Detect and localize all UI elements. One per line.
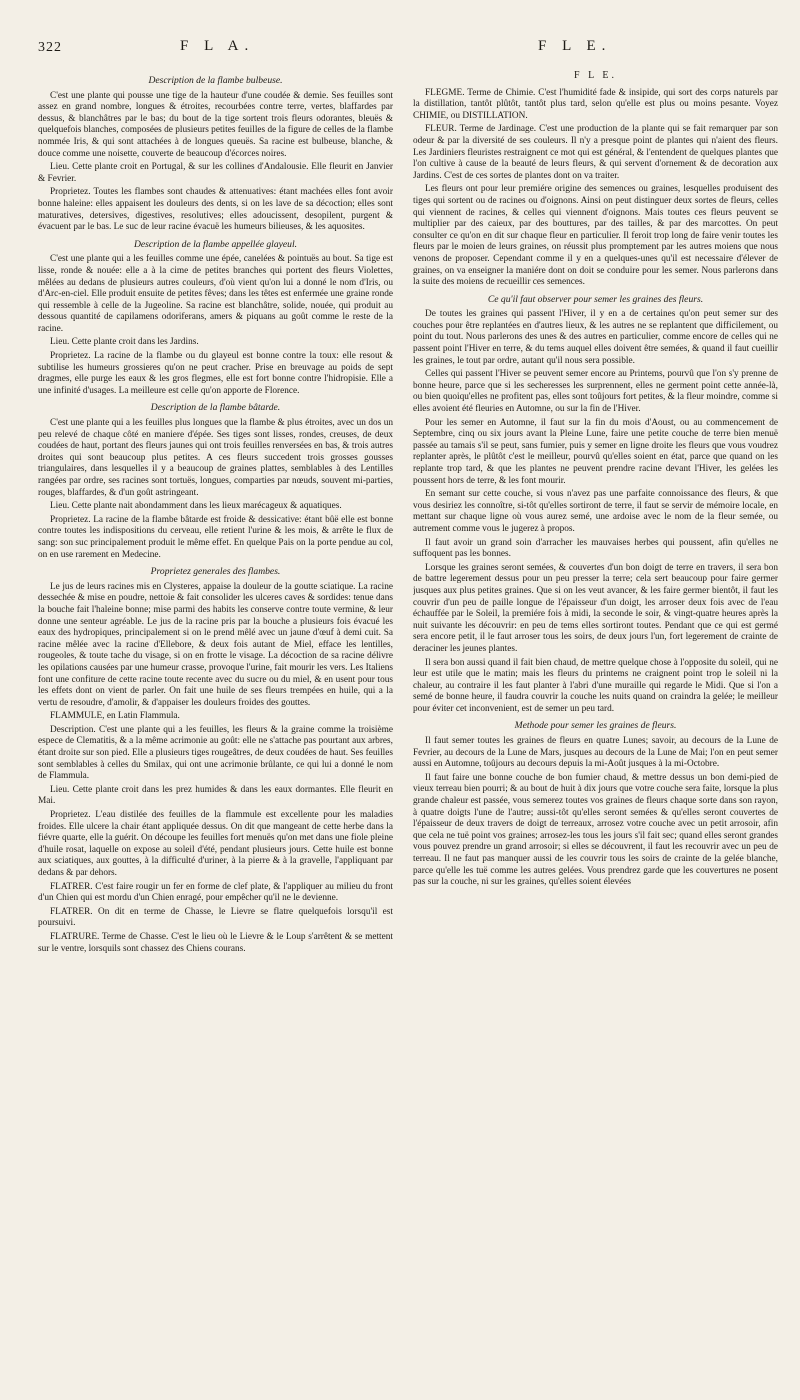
page-number: 322 — [38, 40, 62, 55]
entry: FLEGME. Terme de Chimie. C'est l'humidité fade & insipide, qui sort des corps naturels par la distillation, tantôt plûtôt, tantôt plus tard, selon qu'elle est plus ou moins pesante. Voyez CHIMIE, ou DISTILLATION. — [413, 87, 778, 121]
right-column — [413, 70, 778, 1380]
paragraph: Le jus de leurs racines mis en Clysteres, appaise la douleur de la goutte sciatique. La racine dessechée & mise en poudre, nettoie & fait consolider les ulceres caves & sordides: tenue dans la bouche fait l'haleine bonne; mise parmi des habits les conserve contre toute vermine, & leur donne une senteur agréable. Le jus de la racine pris par la bouche a plusieurs fois évacué les eaux des hydropiques, principalement si on le prend mêlé avec un jaune d'œuf à demi cuit. Sa racine mêlée avec la racine d'Ellebore, & deux fois autant de Miel, efface les lentilles, rougeoles, & toute tache du visage, si on en frotte le visage. La décoction de sa racine délivre les opilations causées par une humeur crasse, provoque l'urine, fait mourir les vers. Les Italiens font une confiture de cette racine toute recente avec du sucre ou du miel, & en usent pour tous les effets dont on vient de parler. On fait une huile de ses fleurs trempées en huile, qui a la vertu de resoudre, d'amolir, & d'appaiser les douleurs froides des gouttes. — [38, 581, 393, 708]
paragraph: C'est une plante qui a les feuilles plus longues que la flambe & plus étroites, avec un dos un peu relevé de chaque côté en maniere d'épée. Ses tiges sont lisses, rondes, creuses, de deux coudées de haut, portant des fleurs jaunes qui ont trois feuilles renversées en bas, & trois autres droites qui sont beaucoup plus petites. A ces fleurs succedent trois grosses gousses triangulaires, dans lesquelles il y a beaucoup de graines plattes, semblables à des Lentilles rangées par ordre, ses racines sont tortuës, longues, comparties par nœuds, souvent mi-parties, rouges, blaffardes, & d'un goût astringeant. — [38, 418, 393, 498]
paragraph: Lieu. Cette plante croit dans les Jardins. — [50, 337, 199, 348]
left-column — [38, 70, 393, 1385]
paragraph: Description. C'est une plante qui a les feuilles, les fleurs & la graine comme la troisième espece de Clematitis, & a la même acrimonie au goût: elle ne s'attache pas pourtant aux arbres, étant droite sur son pied. Elle a plusieurs tiges rougeâtres, de deux coudées de haut. Ses feuilles sont semblables à celles du Smilax, qui ont une acrimonie brûlante, ce qui lui a donné le nom de Flammula. — [38, 724, 393, 782]
paragraph: Celles qui passent l'Hiver se peuvent semer encore au Printems, pourvû que l'on s'y prenne de bonne heure, parce que si les secheresses les surprennent, elles ne germent point cette année-là, ou bien quoiqu'elles ne profitent pas, elles sont toûjours fort petites, & la fleur moindre, comme si elles avoient été fleuries en Automne, ou sur la fin de l'Hiver. — [413, 369, 778, 415]
section-heading: Proprietez generales des flambes. — [150, 566, 281, 578]
paragraph: Proprietez. L'eau distilée des feuilles de la flammule est excellente pour les maladies froides. Elle ulcere la chair étant appliquée dessus. On dit que mangeant de cette herbe dans la fiévre quarte, elle la guérit. On découpe les feuilles fort menuës qu'on met dans une fiole pleine d'huile rosat, laquelle on expose au soleil d'été, pendant plusieurs jours. Cette huile est bonne aux sciatiques, aux gouttes, à la difficulté d'uriner, à la pierre & à la gravelle, l'appliquant par dedans & par dehors. — [38, 810, 393, 878]
paragraph: Lieu. Cette plante croit en Portugal, & sur les collines d'Andalousie. Elle fleurit en Janvier & Fevrier. — [38, 162, 393, 184]
section-heading: Description de la flambe bâtarde. — [150, 402, 281, 414]
paragraph: Proprietez. Toutes les flambes sont chaudes & attenuatives: étant machées elles font avoir bonne haleine: elles appaisent les douleurs des dents, si on les lave de sa décoction; elles sont maturatives, detersives, digestives, resolutives; elles adoucissent, desopilent, purgent & évacuent par le bas. Le suc de leur racine évacuë les humeurs bilieuses, & les aquosites. — [38, 187, 393, 233]
paragraph: Il faut semer toutes les graines de fleurs en quatre Lunes; savoir, au decours de la Lune de Fevrier, au decours de la Lune de Mars, jusques au decours de la Lune de Mai; l'on en peut semer aussi en Automne, toûjours au decours depuis la mi-Août jusques à la mi-Octobre. — [413, 736, 778, 770]
entry: FLEUR. Terme de Jardinage. C'est une production de la plante qui se fait remarquer par son odeur & par la diversité de ses couleurs. Il n'y a presque point de plantes qui n'aient des fleurs. Les Jardiniers fleuristes restraignent ce mot qui est général, & l'entendent de quelques plantes que l'on cultive à cause de la beauté de leurs fleurs, & qui servent d'ornement & de decoration aux Jardins. C'est de ces sortes de plantes dont on va traiter. — [413, 124, 778, 181]
paragraph: Lorsque les graines seront semées, & couvertes d'un bon doigt de terre en travers, il sera bon de battre legerement dessus pour un peu presser la terre; cela sert beaucoup pour faire germer jusques aux plus petites graines. Que si on les veut avancer, & les faire germer bientôt, il faut les couvrir d'un peu de paille longue de l'épaisseur d'un doigt, les arroser deux fois avec de l'eau échauffée par le Soleil, la premiére fois à midi, la seconde le soir, & vingt-quatre heures après la nuit suivante les découvrir: en peu de tems elles sortiront toutes. Pendant que ce qui est germé sera encore petit, il le faut arroser tous les soirs, de deux jours l'un, fort legerement de crainte de deraciner les jeunes plantes. — [413, 562, 778, 654]
left-running-header: F L A. — [180, 38, 255, 54]
paragraph: Lieu. Cette plante nait abondamment dans les lieux marécageux & aquatiques. — [50, 501, 342, 512]
paragraph: De toutes les graines qui passent l'Hiver, il y en a de certaines qu'on peut semer sur des couches pour être replantées en d'autres lieux, & les autres ne se replantent que difficilement, ou point du tout. Nous parlerons des unes & des autres en particulier, comme encore de celles qui ne passent point l'Hiver en terre, & du tems auquel elles doivent être semées, & quand il faut cueillir les graines, le tout par ordre, autant qu'il nous sera possible. — [413, 309, 778, 366]
entry: FLATRURE. Terme de Chasse. C'est le lieu où le Lievre & le Loup s'arrêtent & se mettent sur le ventre, lorsquils sont chassez des Chiens courans. — [38, 931, 393, 954]
entry: FLATRER. On dit en terme de Chasse, le Lievre se flatre quelquefois lorsqu'il est poursuivi. — [38, 906, 393, 929]
paragraph: Il sera bon aussi quand il fait bien chaud, de mettre quelque chose à l'opposite du soleil, qui ne leur est utile que le matin; mais les fleurs du printems ne craignent point trop le soleil ni la chaleur, au contraire il les faut planter à l'abri d'une muraille qui regarde le Midi. Que si l'on a semé de bonne heure, il faudra couvrir la couche les nuits quand on craindra la gelée; le meilleur pour éviter cet inconvenient, est de semer un peu tard. — [413, 657, 778, 714]
paragraph: Pour les semer en Automne, il faut sur la fin du mois d'Aoust, ou au commencement de Septembre, cinq ou six jours avant la Pleine Lune, faire une petite couche de terre bien menuë passée au tamais s'il se peut, sans fumier, puis y semer en ligne droite les fleurs que vous voudrez replanter après, le plûtôt c'est le meilleur, pourvû qu'elles soient en état, parce que quand on les replante trop tard, & que les plantes ne peuvent prendre racine devant l'Hiver, les gelées les poussent hors de terre, & les font mourir. — [413, 417, 778, 486]
paragraph: En semant sur cette couche, si vous n'avez pas une parfaite connoissance des fleurs, & que vous desiriez les connoître, si-tôt qu'elles sortiront de terre, il faut se servir de mémoire locale, en mettant sur chaque ligne où vous aurez semé, une ardoise avec le nom de la fleur semée, ou autrement comme vous le jugerez à propos. — [413, 489, 778, 534]
section-heading: Description de la flambe appellée glayeul. — [133, 238, 298, 250]
entry: FLATRER. C'est faire rougir un fer en forme de clef plate, & l'appliquer au milieu du front d'un Chien qui est mordu d'un Chien enragé, pour empêcher qu'il ne le devienne. — [38, 881, 393, 904]
right-running-header: F L E. — [538, 38, 612, 54]
paragraph: Lieu. Cette plante croit dans les prez humides & dans les eaux dormantes. Elle fleurit en Mai. — [38, 784, 393, 807]
section-heading: Methode pour semer les graines de fleurs. — [514, 720, 677, 732]
column-subheading: F L E. — [574, 70, 617, 81]
paragraph: C'est une plante qui pousse une tige de la hauteur d'une coudée & demie. Ses feuilles sont assez en grand nombre, longues & étroites, recourbées contre terre, vertes, blaffardes par dessus, & blanchâtres par le bas; du bout de la tige sortent trois fleurs odorantes, bleuës & quelquefois blanches, composées de plusieurs petites feuilles de la figure de celles de la flambe nommée Iris, & qui sont attachées à de longues queuës. Sa racine est bulbeuse, blanche, & douce comme une noisette, couverte de beaucoup d'écorces noires. — [38, 90, 393, 159]
paragraph: Il faut avoir un grand soin d'arracher les mauvaises herbes qui poussent, afin qu'elles ne suffoquent pas les bonnes. — [413, 537, 778, 560]
paragraph: C'est une plante qui a les feuilles comme une épée, canelées & pointuës au bout. Sa tige est lisse, ronde & nouée: elle a à la cime de petites branches qui portent des fleurs Violettes, mêlées au dedans de plusieurs autres couleurs, d'où vient qu'on lui a donné le nom d'Iris, ou d'Arc-en-ciel. Elle produit ensuite de petites fêves; dans les têtes est enfermée une graine ronde qui ressemble à celle de la Jugeoline. Sa racine est blanchâtre, solide, nouée, qui produit au dessous quantité de capilamens odoriferans, amers & piquans au goût comme le reste de la racine. — [38, 254, 393, 334]
section-heading: Description de la flambe bulbeuse. — [148, 75, 283, 86]
paragraph: Proprietez. La racine de la flambe ou du glayeul est bonne contre la toux: elle resout & subtilise les humeurs grossieres qu'on ne peut cracher. Prise en breuvage au poids de sept dragmes, elle purge les eaux & les gros flegmes, elle est fort bonne contre l'hidropisie. Elle a une infinité d'usages. La meilleure est celle qu'on apporte de Florence. — [38, 351, 393, 396]
paragraph: Proprietez. La racine de la flambe bâtarde est froide & dessicative: étant bûë elle est bonne contre toutes les indispositions du cerveau, elle retient l'urine & les mois, & arrête le flux de sang: son suc principalement produit le même effet. En quelque Pais on la porte pendue au col, on en use rarement en Medecine. — [38, 514, 393, 560]
paragraph: Il faut faire une bonne couche de bon fumier chaud, & mettre dessus un bon demi-pied de vieux terreau bien pourri; & au bout de huit à dix jours que votre couche sera faite, lorsque la plus grande chaleur est passée, vous semerez toutes vos graines de fleurs chaque sorte dans son rayon, à quatre doigts l'une de l'autre; aussi-tôt qu'elles seront semées & qu'elles seront couvertes de l'épaisseur de deux travers de doigt de terreaux, arrosez votre couche avec un petit arrosoir, afin que cela ne tuë point vos graines; arrosez-les tous les jours s'il fait sec; quand elles seront grandes vous pouvez prendre un grand arrosoir; si elles se découvrent, il faut les recouvrir avec un peu de terreau. Il ne faut pas manquer aussi de les couvrir tous les soirs de crainte de la gelée blanche, parce qu'elle les tuë comme les autres gelées. Vous prendrez garde que les couvertures ne posent pas sur la couche, ni sur les graines, qu'elles soient élevées — [413, 772, 778, 888]
paragraph: Les fleurs ont pour leur premiére origine des semences ou graines, lesquelles produisent des tiges qui sortent ou de racines ou d'oignons. Ainsi on peut distinguer deux sortes de fleurs, celles qui viennent de racines, & celles qui viennent d'oignons. Mais toutes ces fleurs peuvent se multiplier par des caieux, par des bouttures, par des tailles, & par des marcottes. On peut consulter ce qu'on en dit sur chaque fleur en particulier. Il feroit trop long de faire venir toutes les fleurs par le moien de leurs graines, on réussit plus promptement par les autres moiens que nous venons de proposer. Cependant comme il y en a quelques-unes qu'il est necessaire d'élever de graines, on va enseigner la maniére dont on doit se conduire pour les semer. Nous parlerons dans la suite des moiens de recueillir ces semences. — [413, 184, 778, 288]
section-heading: Ce qu'il faut observer pour semer les graines des fleurs. — [487, 293, 704, 305]
entry-heading: FLAMMULE, en Latin Flammula. — [50, 711, 180, 722]
